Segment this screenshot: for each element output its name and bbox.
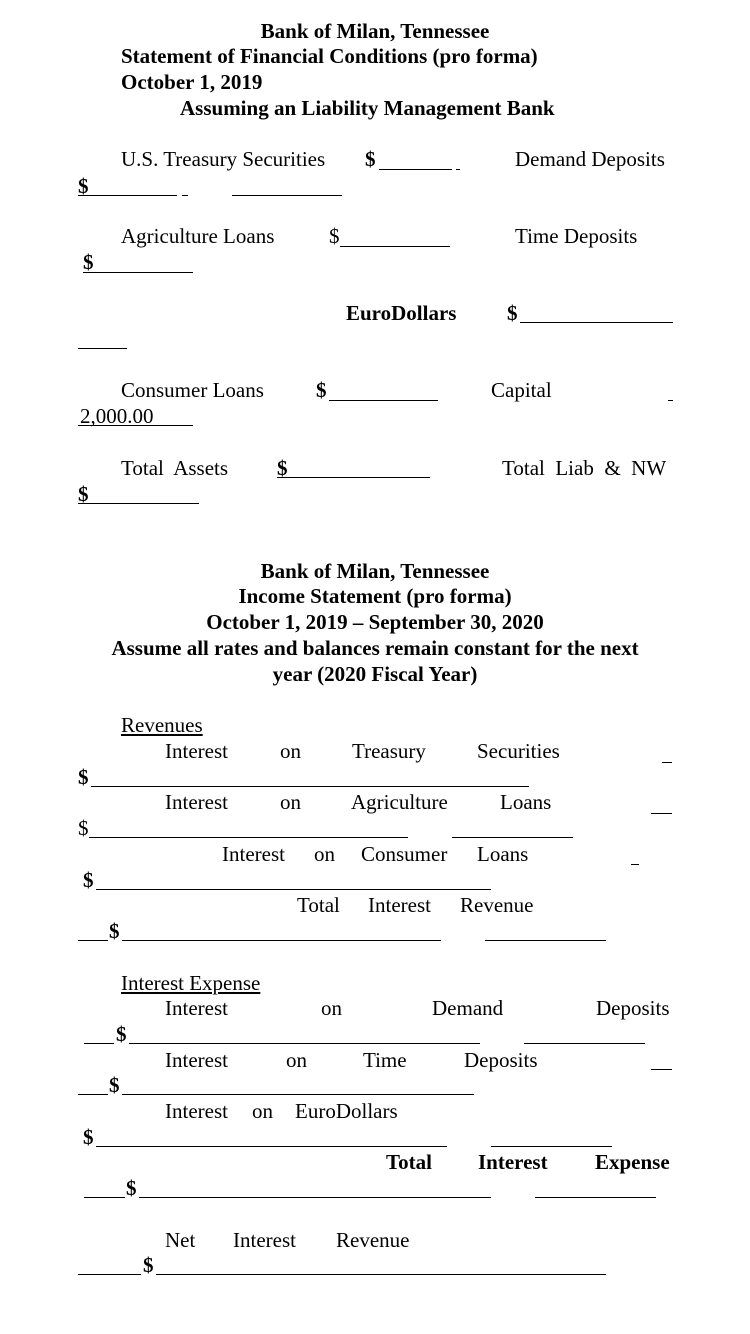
blank-line (631, 864, 639, 865)
dollar-sign: $ (83, 250, 94, 274)
int-treasury-blank[interactable] (91, 786, 529, 787)
agriculture-blank[interactable] (340, 246, 450, 247)
blank-line (78, 1094, 108, 1095)
dollar-sign: $ (316, 378, 327, 402)
word: Deposits (464, 1048, 538, 1072)
treasury-blank[interactable] (379, 169, 452, 170)
blank-line (668, 400, 673, 401)
dollar-sign: $ (109, 1073, 120, 1097)
total-revenue-blank[interactable] (122, 940, 441, 941)
is-assumption-line-2: year (2020 Fiscal Year) (272, 662, 478, 686)
word: Interest (165, 790, 228, 814)
eurodollars-blank[interactable] (520, 322, 673, 323)
is-title: Income Statement (pro forma) (238, 584, 512, 608)
word: Treasury (352, 739, 426, 763)
dollar-sign: $ (277, 456, 288, 480)
word: Total (297, 893, 340, 917)
blank-line (456, 169, 460, 170)
blank-line[interactable] (452, 837, 573, 838)
word: Time (363, 1048, 407, 1072)
word: Revenue (460, 893, 534, 917)
bs-date: October 1, 2019 (121, 70, 263, 94)
blank-line[interactable] (535, 1197, 656, 1198)
blank-line[interactable] (524, 1043, 645, 1044)
bs-bank-name: Bank of Milan, Tennessee (260, 19, 490, 43)
time-deposits-blank[interactable] (83, 272, 193, 273)
capital-underline (78, 425, 193, 426)
word: on (252, 1099, 273, 1123)
int-demand-deposits-blank[interactable] (129, 1043, 480, 1044)
word: on (286, 1048, 307, 1072)
blank-line (651, 1069, 672, 1070)
int-agriculture-blank[interactable] (89, 837, 408, 838)
bs-title: Statement of Financial Conditions (pro forma) (121, 44, 538, 68)
dollar-sign: $ (143, 1253, 154, 1277)
dollar-sign: $ (507, 301, 518, 325)
bs-assumption: Assuming an Liability Management Bank (180, 96, 555, 120)
time-deposits-label: Time Deposits (515, 224, 638, 248)
eurodollars-label: EuroDollars (346, 301, 457, 325)
blank-line[interactable] (485, 940, 606, 941)
net-interest-revenue-blank[interactable] (156, 1274, 606, 1275)
word: Consumer (361, 842, 448, 866)
blank-line[interactable] (232, 195, 342, 196)
blank-line (84, 1043, 114, 1044)
word: Securities (477, 739, 560, 763)
blank-line (84, 1197, 125, 1198)
word: Interest (368, 893, 431, 917)
dollar-sign: $ (329, 224, 340, 248)
dollar-sign: $ (78, 765, 89, 789)
is-period: October 1, 2019 – September 30, 2020 (206, 610, 544, 634)
is-assumption-line-1: Assume all rates and balances remain constant for the next (111, 636, 639, 660)
consumer-loans-blank[interactable] (329, 400, 438, 401)
word: Interest (165, 1099, 228, 1123)
blank-line (78, 348, 127, 349)
blank-line (651, 813, 672, 814)
word: Loans (500, 790, 552, 814)
word: Revenue (336, 1228, 410, 1252)
dollar-sign: $ (365, 147, 376, 171)
revenues-heading: Revenues (121, 713, 203, 737)
word: Net (165, 1228, 196, 1252)
capital-label: Capital (491, 378, 552, 402)
word: Interest (478, 1150, 548, 1174)
word: Interest (165, 1048, 228, 1072)
capital-value: 2,000.00 (80, 404, 154, 428)
interest-expense-heading: Interest Expense (121, 971, 261, 995)
blank-line (78, 940, 108, 941)
word: Expense (595, 1150, 670, 1174)
dollar-sign: $ (126, 1176, 137, 1200)
word: on (314, 842, 335, 866)
word: EuroDollars (295, 1099, 398, 1123)
word: Interest (165, 996, 228, 1020)
dollar-sign: $ (78, 174, 89, 198)
word: on (280, 790, 301, 814)
dollar-sign: $ (116, 1022, 127, 1046)
blank-line[interactable] (491, 1146, 612, 1147)
dollar-sign: $ (83, 1125, 94, 1149)
word: Demand (432, 996, 504, 1020)
demand-deposits-label: Demand Deposits (515, 147, 665, 171)
dollar-sign: $ (78, 816, 89, 840)
is-bank-name: Bank of Milan, Tennessee (260, 559, 490, 583)
demand-deposits-blank[interactable] (78, 195, 177, 196)
total-liab-nw-blank[interactable] (78, 503, 199, 504)
word: Interest (165, 739, 228, 763)
word: on (321, 996, 342, 1020)
word: Loans (477, 842, 529, 866)
blank-line (182, 195, 188, 196)
dollar-sign: $ (78, 482, 89, 506)
word: Deposits (596, 996, 670, 1020)
dollar-sign: $ (109, 919, 120, 943)
consumer-loans-label: Consumer Loans (121, 378, 264, 402)
word: on (280, 739, 301, 763)
blank-line (662, 762, 672, 763)
int-time-deposits-blank[interactable] (122, 1094, 474, 1095)
total-assets-blank[interactable] (277, 477, 430, 478)
int-eurodollars-blank[interactable] (96, 1146, 447, 1147)
total-expense-blank[interactable] (139, 1197, 491, 1198)
blank-line (78, 1274, 141, 1275)
total-assets-label: Total Assets (121, 456, 229, 480)
agriculture-loans-label: Agriculture Loans (121, 224, 275, 248)
total-liab-nw-label: Total Liab & NW (502, 456, 667, 480)
word: Interest (222, 842, 285, 866)
word: Agriculture (351, 790, 448, 814)
int-consumer-blank[interactable] (96, 889, 491, 890)
word: Total (386, 1150, 432, 1174)
treasury-label: U.S. Treasury Securities (121, 147, 326, 171)
word: Interest (233, 1228, 296, 1252)
dollar-sign: $ (83, 868, 94, 892)
